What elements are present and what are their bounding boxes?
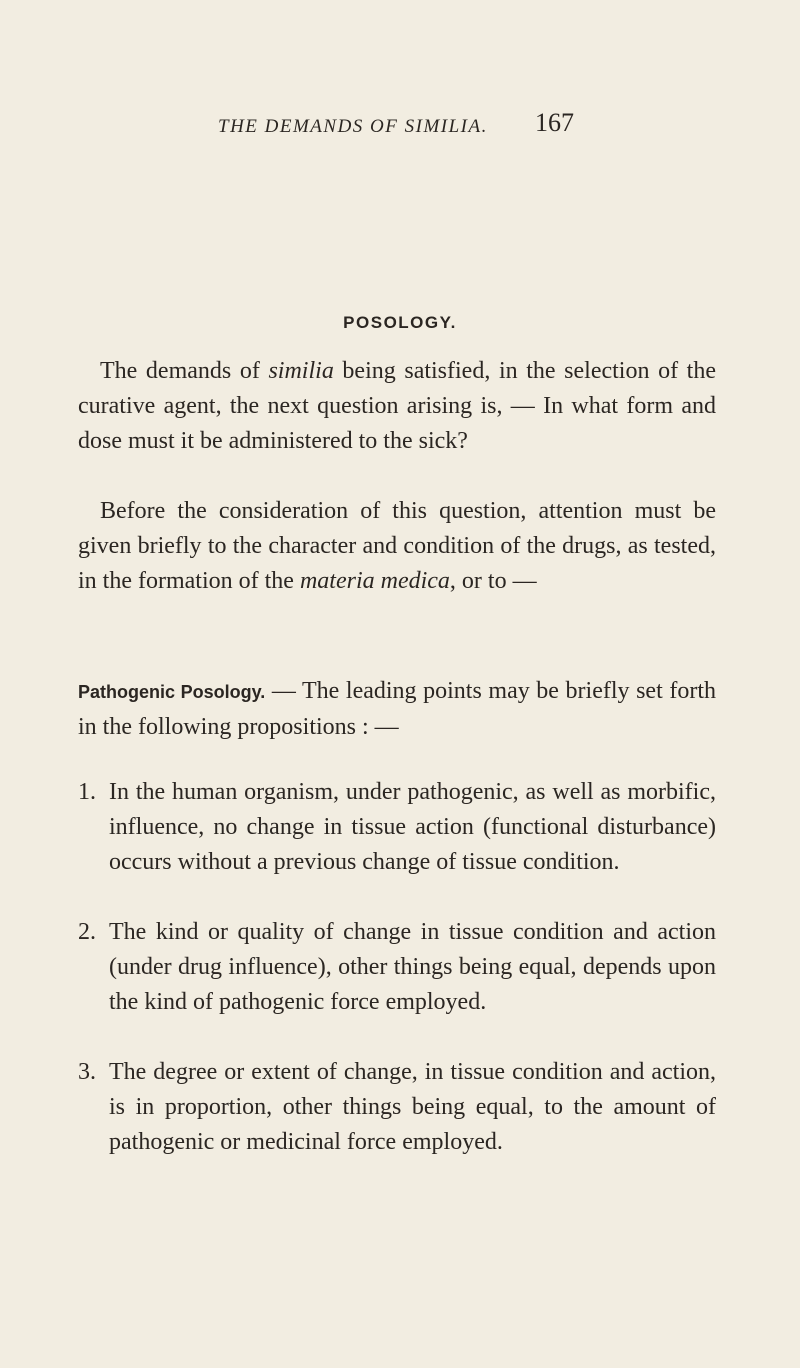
emphasis-text: materia medica [299, 568, 450, 594]
proposition-text: In the human organism, under pathogenic, as well as morbific, influence, no change in tissue action (functional disturbance) occurs without a previous change of tissue condition. [109, 779, 716, 875]
paragraph-intro [78, 354, 716, 459]
running-title: THE DEMANDS OF SIMILIA. [218, 116, 488, 137]
paragraph-text: , or to — [449, 568, 537, 594]
paragraph-text: being satisfied, in the selection of the curative agent, the next question arising is, — In what form and dose must it be administered to the sick? [78, 358, 717, 454]
proposition-number: 3. [78, 1059, 96, 1085]
section-title: POSOLOGY. [343, 313, 457, 332]
proposition-item [78, 1055, 716, 1160]
run-in-heading: Pathogenic Posology. [78, 682, 266, 702]
paragraph-text: — The leading points may be briefly set forth in the following propositions : — [78, 678, 716, 740]
paragraph-text: Before the consideration of this question, attention must be given briefly to the character and condition of the drugs, as tested, in the formation of the [78, 498, 716, 594]
paragraph-text: The demands of [100, 358, 269, 384]
proposition-number: 1. [78, 779, 96, 805]
proposition-text: The degree or extent of change, in tissue condition and action, is in proportion, other things being equal, to the amount of pathogenic or medicinal force employed. [109, 1059, 716, 1155]
page-number: 167 [535, 108, 574, 137]
paragraph-pathogenic-posology [78, 674, 716, 745]
emphasis-text: similia [268, 358, 334, 384]
proposition-number: 2. [78, 919, 96, 945]
paragraph-consideration [78, 494, 716, 599]
proposition-item [78, 915, 716, 1020]
proposition-item [78, 775, 716, 880]
proposition-text: The kind or quality of change in tissue condition and action (under drug influence), other things being equal, depends upon the kind of pathogenic force employed. [109, 919, 716, 1015]
running-head [218, 108, 718, 144]
